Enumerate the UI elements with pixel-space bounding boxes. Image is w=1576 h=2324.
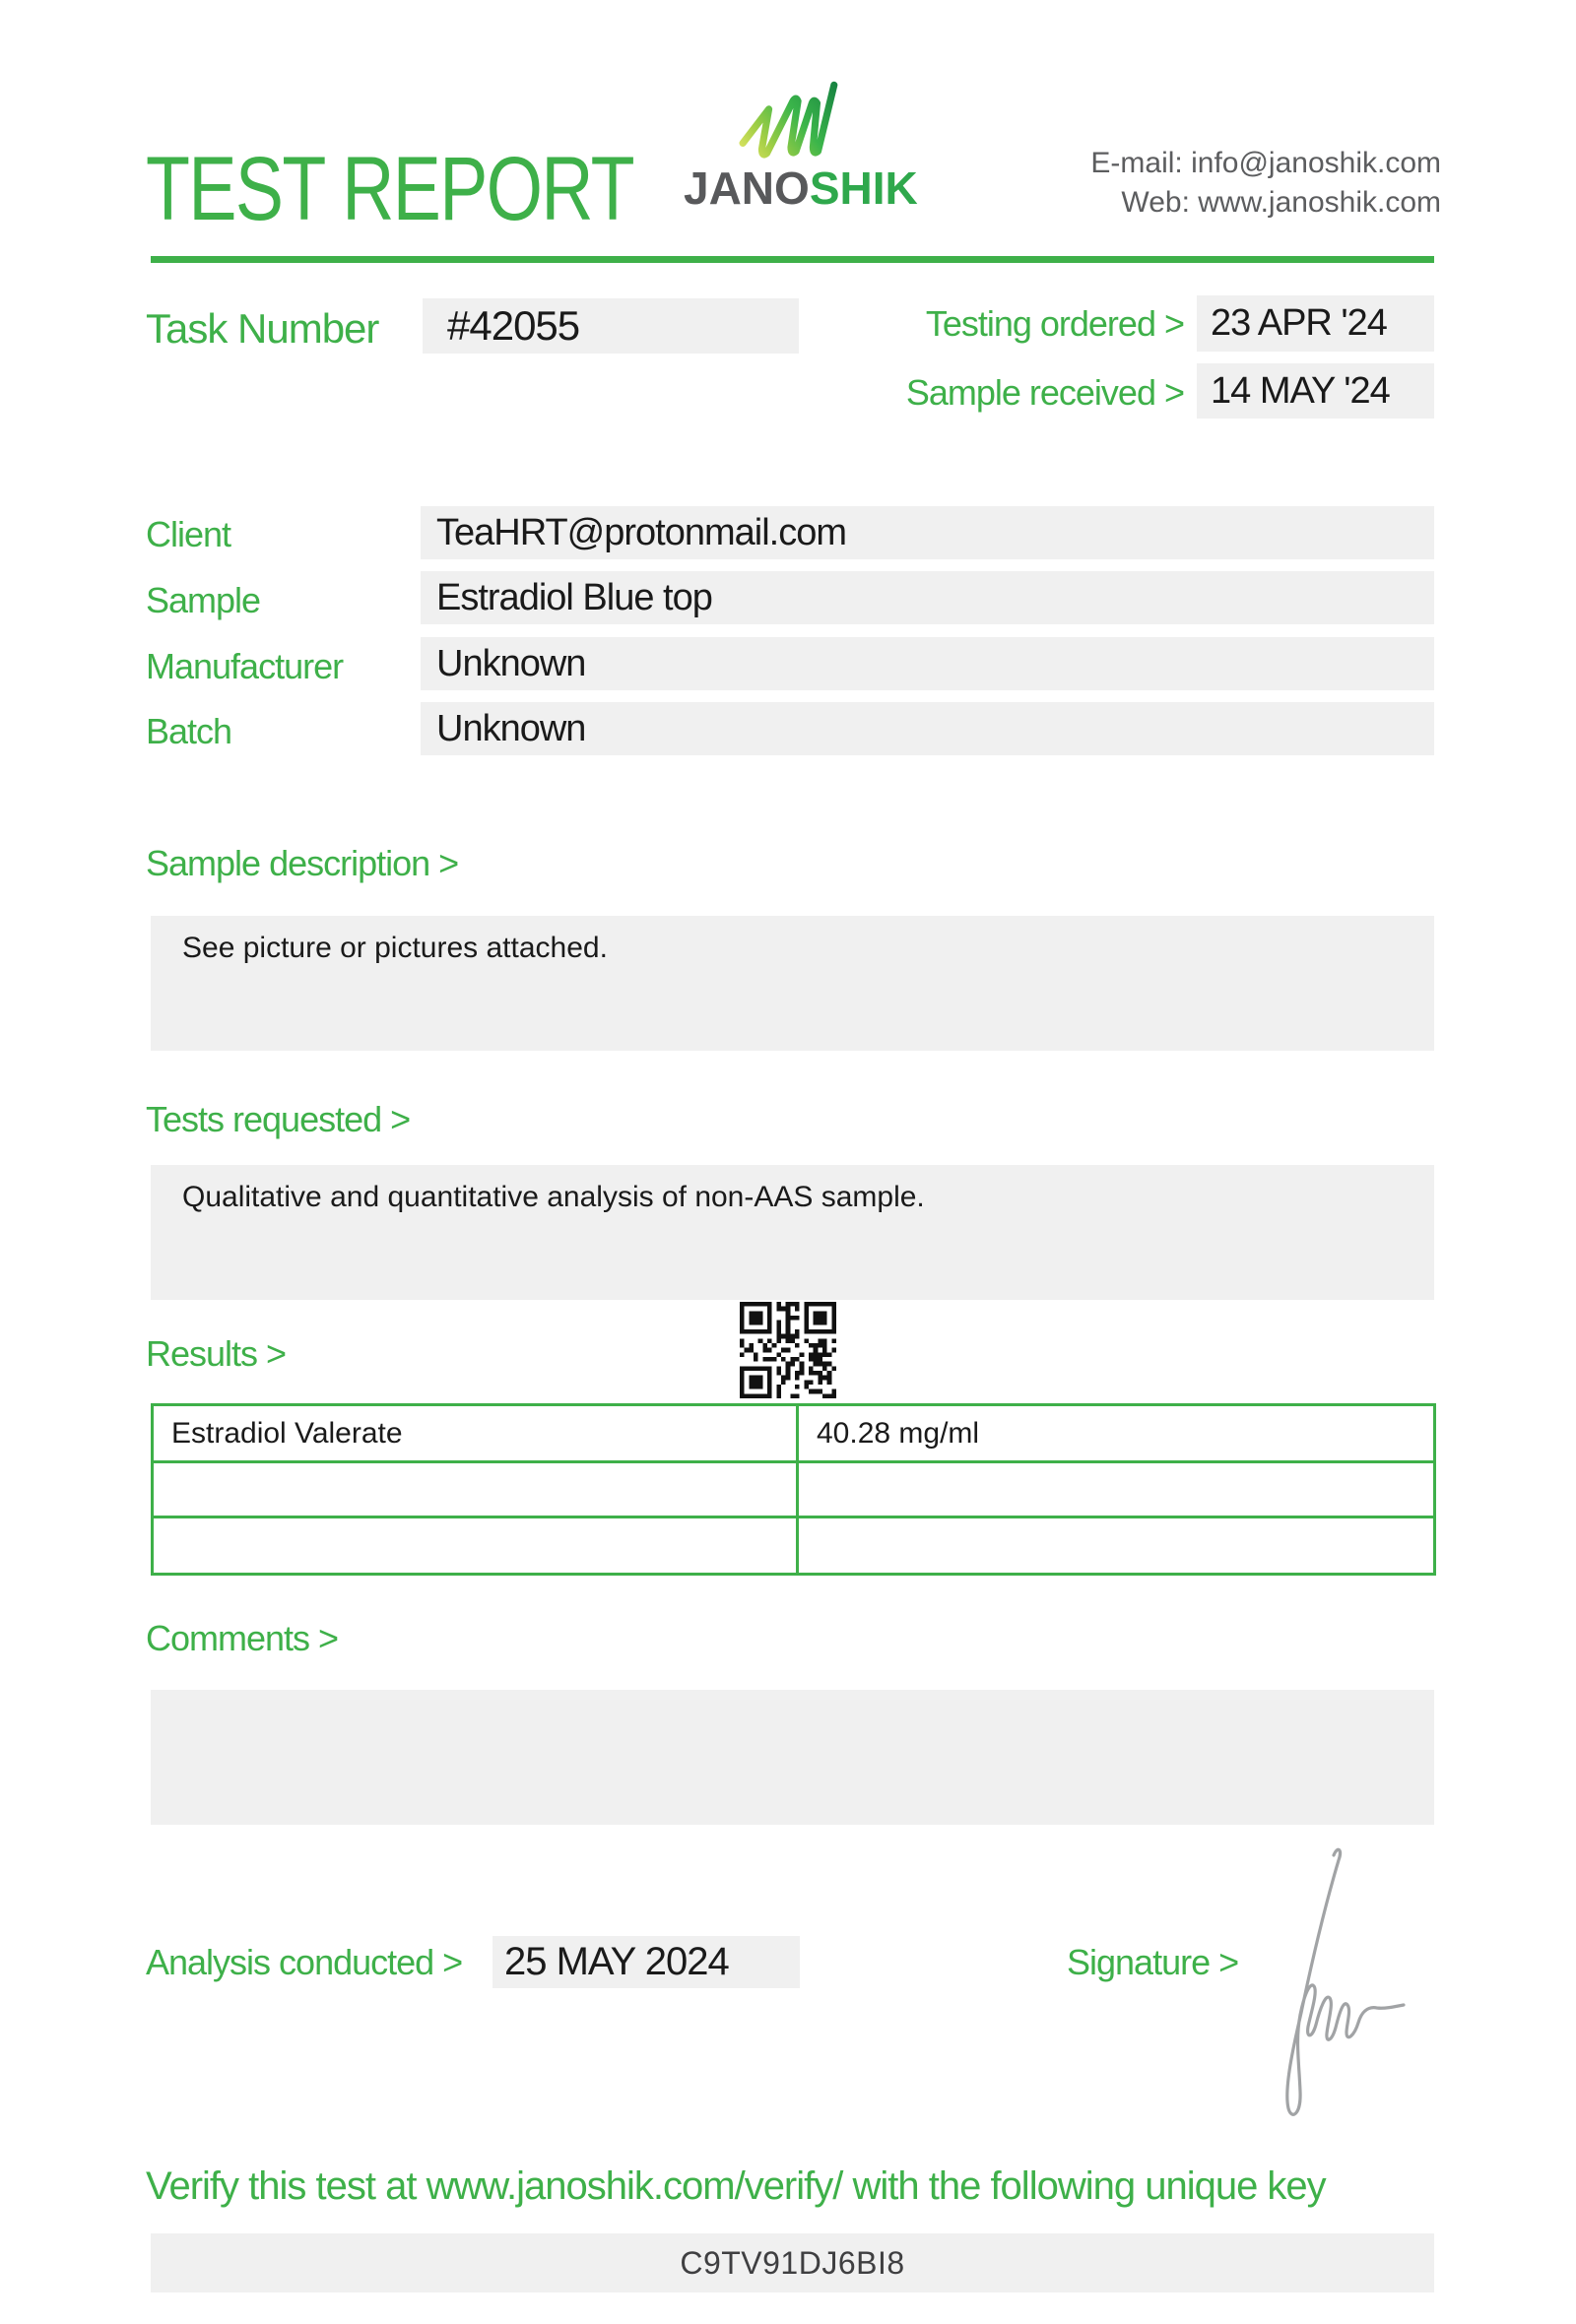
result-value-cell [799,1463,1433,1516]
tests-requested-box: Qualitative and quantitative analysis of non-AAS sample. [151,1165,1434,1300]
results-label: Results > [146,1333,287,1374]
analysis-conducted-label: Analysis conducted > [146,1942,463,1982]
result-analyte-cell: Estradiol Valerate [154,1406,796,1460]
sample-description-label: Sample description > [146,843,459,883]
qr-code [739,1302,837,1398]
brand-wordmark [684,162,918,214]
unique-key: C9TV91DJ6BI8 [151,2233,1434,2292]
batch-value: Unknown [421,702,1434,755]
sample-received-label: Sample received > [905,372,1184,413]
testing-ordered-date: 23 APR '24 [1197,295,1434,352]
results-table [151,1403,1436,1576]
sample-received-date: 14 MAY '24 [1197,363,1434,419]
result-value-cell [799,1518,1433,1573]
manufacturer-label: Manufacturer [146,646,344,686]
handwritten-signature [1216,1820,1418,2145]
task-number-label: Task Number [146,305,379,352]
brand-name-right: SHIK [809,162,918,214]
result-analyte-cell [154,1463,796,1516]
signature-label: Signature > [1067,1942,1239,1982]
sample-label: Sample [146,580,261,620]
comments-box [151,1690,1434,1825]
analysis-date: 25 MAY 2024 [492,1936,800,1988]
verify-instruction: Verify this test at www.janoshik.com/verify/ with the following unique key [146,2164,1326,2208]
result-analyte-cell [154,1518,796,1573]
sample-value: Estradiol Blue top [421,571,1434,624]
contact-block [1090,144,1441,223]
header-divider [151,256,1434,263]
contact-web: Web: www.janoshik.com [1121,186,1441,219]
comments-label: Comments > [146,1618,339,1658]
brand-name-left: JANO [684,162,810,214]
testing-ordered-label: Testing ordered > [925,303,1184,344]
client-value: TeaHRT@protonmail.com [421,506,1434,559]
manufacturer-value: Unknown [421,637,1434,690]
client-label: Client [146,514,231,554]
task-number-value: #42055 [423,298,799,354]
page-title: TEST REPORT [146,139,633,239]
contact-email: E-mail: info@janoshik.com [1090,147,1441,179]
sample-description-box: See picture or pictures attached. [151,916,1434,1051]
batch-label: Batch [146,711,232,751]
tests-requested-label: Tests requested > [146,1099,411,1139]
trend-chart-icon [739,79,845,161]
result-value-cell: 40.28 mg/ml [799,1406,1433,1460]
